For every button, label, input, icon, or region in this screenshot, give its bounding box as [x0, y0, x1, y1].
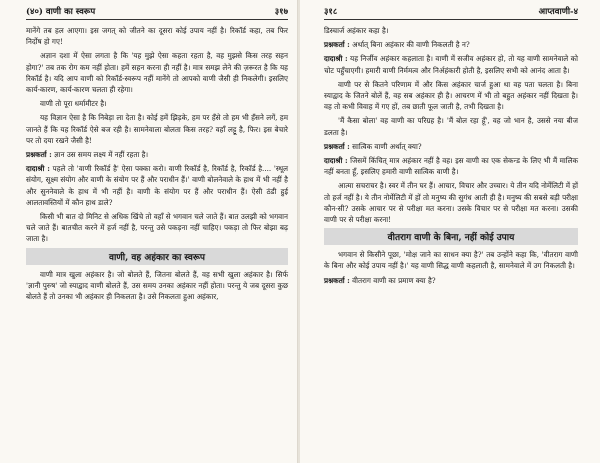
right-page: [300, 0, 600, 463]
section-heading: वीतराग वाणी के बिना, नहीं कोई उपाय: [324, 228, 578, 245]
paragraph: 'मैं कैसा बोला' वह वाणी का परिग्रह है। 'मैं बोल रहा हूँ', वह जो भान है, उससे नया बीज डलता है।: [324, 116, 578, 137]
speaker-label: दादाश्री :: [324, 54, 348, 64]
section-heading: वाणी, वह अहंकार का स्वरूप: [26, 248, 288, 265]
left-running-title: (४०) वाणी का स्वरूप: [26, 7, 96, 17]
question-text: अर्थात् बिना अहंकार की वाणी निकलती है न?: [352, 40, 470, 50]
right-running-title: आप्तवाणी-४: [538, 7, 578, 17]
speaker-label: दादाश्री :: [26, 164, 50, 174]
paragraph: यह विज्ञान ऐसा है कि निबेड़ा ला देता है। कोई हमें झिड़के, हम पर हँसे तो हम भी हँसने लगें, हम जानते हैं कि यह रिकॉर्ड ऐसे बज रही है। सामनेवाला बोलता किस तरह? वहाँ लट्टू है, फिर। इस बेचारे पर तो दया रखने जैसी है!: [26, 113, 288, 145]
answer-text: यह निर्जीव अहंकार कहलाता है। वाणी में सजीव अहंकार हो, तो यह वाणी सामनेवाले को चोट पहुँचाएगी। हमारी वाणी निर्ममत्व और निर्अहंकारी होती है, इसलिए सभी को आनंद आता है।: [324, 54, 578, 75]
question-text: ज्ञान उस समय लक्ष्य में नहीं रहता है।: [54, 150, 149, 160]
speaker-label: प्रश्नकर्ता :: [324, 40, 350, 50]
paragraph: अज्ञान दशा में ऐसा लगता है कि 'यह मुझे ऐसा कहता रहता है, वह मुझसे किस तरह सहन होगा?' तब तक रोग कम नहीं होता। हमें सहन करना ही नहीं है। मात्र समझ लेने की ज़रूरत है कि यह रिकॉर्ड है। यदि आप वाणी को रिकॉर्ड-स्वरूप नहीं मानेंगे तो आपको वाणी जैसी ही निकलेगी। इसलिए कार्य-कारण, कार्य-कारण चलता ही रहेगा।: [26, 51, 288, 95]
left-page: [0, 0, 298, 463]
paragraph: वाणी तो पूरा धर्मामीटर है।: [40, 99, 107, 109]
question: [26, 149, 288, 160]
question-text: सात्विक वाणी अर्थात् क्या?: [352, 141, 422, 151]
left-page-header: [26, 6, 288, 20]
answer-text: पहले तो 'वाणी रिकॉर्ड है' ऐसा पक्का करो। वाणी रिकॉर्ड है, रिकॉर्ड है, रिकॉर्ड है.... 'स्थूल संयोग, सूक्ष्म संयोग और वाणी के संयोग पर हैं और पराधीन हैं।' वाणी बोलनेवाले के हाथ में भी नहीं है और सुननेवाले के हाथ में भी नहीं है। वाणी के संयोग पर हैं और पराधीन हैं। ऐसी ठंडी हुई आलतावस्तियों में कौन हाथ डाले?: [26, 164, 288, 207]
left-page-number: ३१७: [274, 7, 288, 17]
paragraph: भगवान से किसीने पूछा, 'मोक्ष जाने का साधन क्या है?' तब उन्होंने कहा कि, 'वीतराग वाणी के बिना और कोई उपाय नहीं है।' यह वाणी सिद्ध वाणी कहलाती है, सामनेवाले में उग निकलती है।: [324, 250, 578, 271]
paragraph: आत्मा सचराचर है। स्वर में तीन घर हैं। आचार, विचार और उच्चार। ये तीन यदि नोर्मेलिटी में हों तो हर्ज नहीं है। ये तीन नोर्मेलिटी में हों तो मनुष्य की सुगंध आती ही है। मनुष्य की सबसे बड़ी परीक्षा कौन-सी? उसके आचार पर से परीक्षा मत करना। उसके विचार पर से परीक्षा मत करना। उसकी वाणी पर से परीक्षा करना!: [324, 181, 578, 225]
paragraph: किसी भी बात दो मिनिट से अधिक खिंचे तो वहाँ से भगवान चले जाते हैं। बात उलझी को भगवान चले जाते हैं। बातचीत करने में हर्ज नहीं है, परन्तु उसे पकड़ना नहीं चाहिए। पकड़ा तो फिर बोझा बढ़ जाता है।: [26, 212, 288, 244]
paragraph: वाणी मात्र खुला अहंकार है। जो बोलते हैं, जितना बोलते हैं, वह सभी खुला अहंकार है। सिर्फ 'ज्ञानी पुरुष' जो स्याद्वाद वाणी बोलते हैं, उस समय उनका अहंकार नहीं होता। परन्तु ये जब दूसरा कुछ बोलते हैं तो उनका भी अहंकार ही निकलता है। उसे निकलता हुआ अहंकार,: [26, 269, 288, 302]
paragraph: मानेंगे तब हल आएगा। इस जगत् को जीतने का दूसरा कोई उपाय नहीं है। रिकॉर्ड कहा, तब फिर निर्दोष हो गए!: [26, 26, 288, 47]
speaker-label: दादाश्री :: [324, 156, 348, 166]
paragraph: वाणी पर से कितने परिणाम में और किस अहंकार चार्ज हुआ था वह पता चलता है। बिना स्याद्वाद के जितने बोलें हैं, वह सब अहंकार ही है। आचरण में भी तो बहुत अहंकार नहीं दिखता है। वह तो कभी विवाह में गए हों, तब छाती फूल जाती है, तभी दिखता है।: [324, 79, 578, 112]
speaker-label: प्रश्नकर्ता :: [26, 150, 52, 160]
paragraph: डिस्चार्ज अहंकार कहा है।: [324, 26, 389, 35]
answer-text: जिसमें किंचित् मात्र अहंकार नहीं है वह। इस वाणी का एक सेकन्ड के लिए भी मैं मालिक नहीं बनता हूँ, इसलिए हमारी वाणी सात्विक वाणी है।: [324, 156, 578, 177]
question: [324, 275, 578, 286]
question-text: वीतराग वाणी का प्रमाण क्या है?: [352, 275, 436, 285]
right-page-number: ३१८: [324, 7, 338, 17]
answer: [324, 53, 578, 75]
question: [324, 39, 578, 50]
right-page-header: [324, 6, 578, 20]
speaker-label: प्रश्नकर्ता :: [324, 275, 350, 285]
speaker-label: प्रश्नकर्ता :: [324, 141, 350, 151]
question: [324, 141, 578, 152]
answer: [324, 155, 578, 177]
answer: [26, 163, 288, 208]
